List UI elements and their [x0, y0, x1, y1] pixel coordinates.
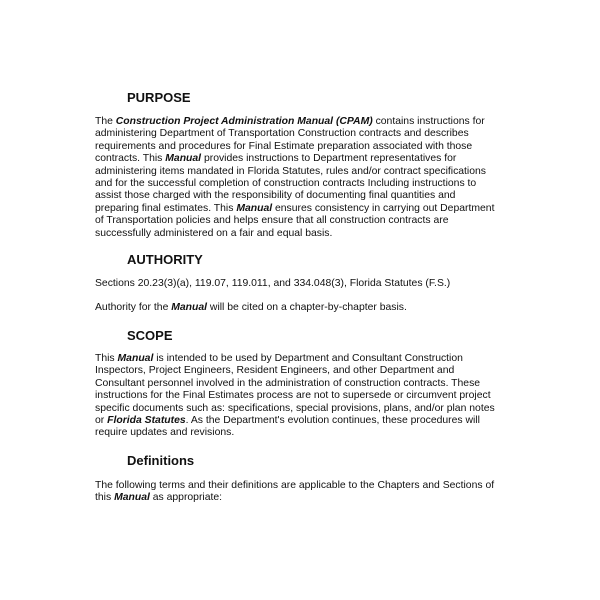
purpose-line: successfully administered on a fair and equal basis. — [95, 227, 333, 239]
text-run: provides instructions to Department representatives for — [201, 153, 457, 165]
text-run: contains instructions for — [372, 116, 485, 127]
text-run: . As the Department's evolution continues, these procedures will — [185, 415, 480, 427]
definitions-heading: Definitions — [127, 453, 195, 468]
text-run: or — [95, 415, 108, 427]
purpose-line: administering Department of Transportation Construction contracts and describes — [95, 128, 469, 140]
manual-emphasis: Manual — [117, 353, 154, 364]
text-run: This — [95, 353, 118, 364]
purpose-line: requirements and procedures for Final Estimate preparation associated with those — [95, 140, 473, 152]
text-run: Authority for the — [95, 302, 172, 313]
purpose-heading: PURPOSE — [127, 90, 191, 105]
text-run: this — [95, 492, 115, 504]
purpose-line: of Transportation policies and helps ensure that all construction contracts are — [95, 215, 449, 227]
authority-citation-paragraph — [95, 302, 515, 314]
purpose-line — [95, 116, 515, 128]
text-run: will be cited on a chapter-by-chapter basis. — [207, 302, 407, 313]
purpose-line: administering items mandated in Florida Statutes, rules and/or contract specifications — [95, 165, 486, 177]
purpose-paragraph — [95, 116, 515, 240]
definitions-line — [95, 492, 515, 504]
statutes-emphasis: Florida Statutes — [107, 415, 186, 427]
scope-line: Inspectors, Project Engineers, Resident Engineers, and other Department and — [95, 365, 455, 377]
scope-line: Consultant personnel involved in the administration of construction contracts. These — [95, 377, 481, 389]
scope-line: instructions for the Final Estimates process are not to supersede or circumvent project — [95, 390, 491, 402]
purpose-line: assist those charged with the responsibility of documenting final quantities and — [95, 190, 456, 202]
manual-emphasis: Manual — [114, 492, 150, 504]
authority-heading: AUTHORITY — [127, 252, 203, 267]
text-run: is intended to be used by Department and Consultant Construction — [153, 353, 463, 364]
scope-line: specific documents such as: specifications, special provisions, plans, and/or plan notes — [95, 402, 495, 414]
scope-line — [95, 353, 515, 365]
manual-emphasis: Manual — [171, 302, 208, 313]
scope-paragraph — [95, 353, 515, 440]
authority-citation-line — [95, 302, 515, 314]
manual-emphasis: Manual — [236, 202, 273, 214]
manual-title: Construction Project Administration Manual (CPAM) — [115, 116, 373, 127]
purpose-line — [95, 203, 515, 215]
definitions-paragraph — [95, 480, 515, 505]
scope-line — [95, 415, 515, 427]
text-run: ensures consistency in carrying out Department — [272, 202, 495, 214]
text-run: as appropriate: — [149, 492, 223, 504]
manual-emphasis: Manual — [165, 153, 202, 165]
text-run: preparing final estimates. This — [95, 202, 237, 214]
purpose-line — [95, 153, 515, 165]
definitions-line: The following terms and their definitions are applicable to the Chapters and Sections of — [95, 480, 495, 491]
purpose-line: and for the successful completion of construction contracts Including instructions to — [95, 178, 477, 190]
authority-sections-text: Sections 20.23(3)(a), 119.07, 119.011, and 334.048(3), Florida Statutes (F.S.) — [95, 278, 451, 289]
text-run: The — [95, 116, 116, 127]
scope-heading: SCOPE — [127, 328, 173, 343]
scope-line: require updates and revisions. — [95, 427, 235, 439]
authority-sections-paragraph — [95, 278, 515, 290]
text-run: contracts. This — [95, 153, 166, 165]
